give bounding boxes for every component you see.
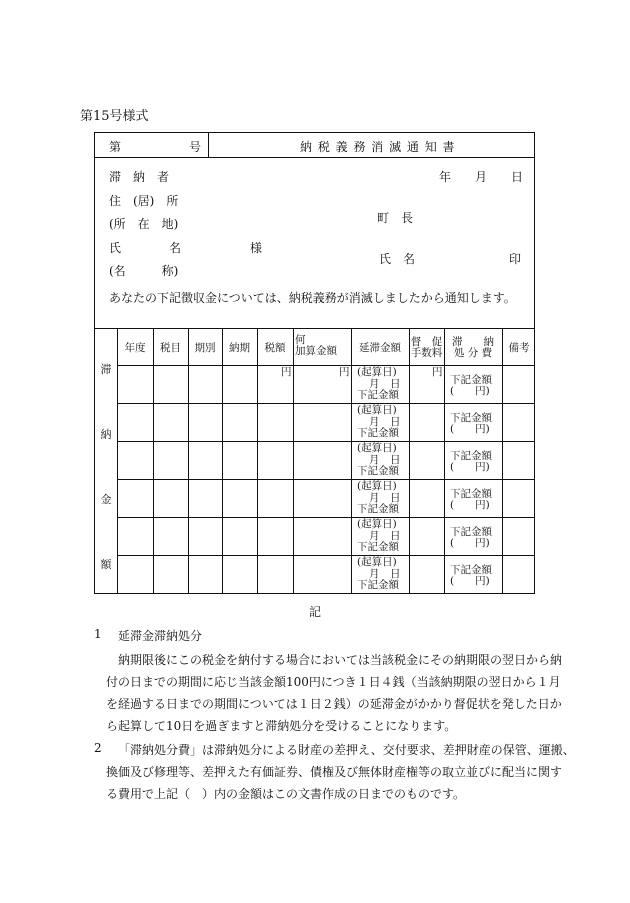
amount-below-label: 下記金額: [357, 389, 399, 401]
amount-below-label: 下記金額: [450, 488, 492, 500]
amount-below-label: 下記金額: [357, 465, 399, 477]
start-date-label: (起算日): [357, 518, 397, 530]
mayor-name-label: 氏 名: [379, 252, 416, 266]
column-header: 延滞金額: [359, 342, 401, 354]
note-line: 「滞納処分費」は滞納処分による財産の差押え、交付要求、差押財産の保管、運搬、: [118, 743, 575, 757]
date-year: 年: [439, 170, 452, 184]
note-number: 2: [94, 741, 102, 755]
start-date-label: (起算日): [357, 480, 397, 492]
column-header: 税額: [264, 342, 286, 354]
column-header: 年度: [124, 342, 146, 354]
seal-mark: 印: [509, 252, 522, 266]
yen-unit: 円: [281, 366, 292, 378]
amount-below-label: 下記金額: [450, 526, 492, 538]
header-number-divider: [208, 133, 209, 157]
note-line: 換価及び修理等、差押えた有価証券、債権及び無体財産権等の取立並びに配当に関す: [106, 765, 563, 779]
amount-below-label: 下記金額: [357, 541, 399, 553]
start-date-label: (起算日): [357, 556, 397, 568]
date-day: 日: [511, 170, 524, 184]
month-day-label: 月 日: [369, 530, 401, 542]
month-day-label: 月 日: [369, 416, 401, 428]
document-title: 納 税 義 務 消 滅 通 知 書: [300, 140, 456, 154]
mayor-label: 町 長: [377, 211, 414, 225]
column-header: 何 加算金額: [295, 334, 337, 357]
date-month: 月: [475, 170, 488, 184]
column-header: 税目: [160, 342, 181, 354]
form-id: 第15号様式: [80, 109, 149, 124]
column-header: 督 促 手数料: [410, 336, 443, 359]
disposal-amount: ( 円): [450, 537, 490, 549]
header-divider: [95, 157, 534, 158]
name-alt-label: (名 称): [109, 264, 179, 278]
amount-below-label: 下記金額: [450, 564, 492, 576]
delinquent-amount-table: [94, 329, 535, 594]
location-label: (所 在 地): [109, 217, 179, 231]
start-date-label: (起算日): [357, 366, 397, 378]
yen-unit: 円: [432, 366, 443, 378]
disposal-amount: ( 円): [450, 461, 490, 473]
side-label-char: 納: [100, 428, 112, 441]
notes-heading: 記: [309, 605, 322, 619]
column-header: 備考: [508, 342, 530, 354]
address-label: 住 (居) 所: [109, 194, 179, 208]
start-date-label: (起算日): [357, 404, 397, 416]
notice-message: あなたの下記徴収金については、納税義務が消滅しましたから通知します。: [109, 291, 516, 305]
column-header: 期別: [194, 342, 216, 354]
amount-below-label: 下記金額: [357, 503, 399, 515]
month-day-label: 月 日: [369, 568, 401, 580]
side-label-char: 金: [100, 493, 112, 506]
month-day-label: 月 日: [369, 378, 401, 390]
disposal-amount: ( 円): [450, 385, 490, 397]
note-line: 付の日までの期間に応じ当該金額100円につき１日４銭（当該納期限の翌日から１月: [106, 675, 561, 689]
amount-below-label: 下記金額: [450, 374, 492, 386]
taxpayer-label: 滞 納 者: [109, 170, 170, 184]
note-line: を経過する日までの期間については１日２銭）の延滞金がかかり督促状を発した日か: [106, 697, 562, 711]
month-day-label: 月 日: [369, 454, 401, 466]
honorific: 様: [250, 241, 263, 255]
disposal-amount: ( 円): [450, 575, 490, 587]
amount-below-label: 下記金額: [357, 579, 399, 591]
note-line: ら起算して10日を過ぎますと滞納処分を受けることになります。: [106, 719, 457, 733]
note-line: る費用で上記（ ）内の金額はこの文書作成の日までのものです。: [106, 787, 466, 801]
disposal-amount: ( 円): [450, 423, 490, 435]
note-line: 納期限後にこの税金を納付する場合においては当該税金にその納期限の翌日から納: [118, 653, 563, 667]
column-header: 納期: [229, 342, 250, 354]
amount-below-label: 下記金額: [357, 427, 399, 439]
disposal-amount: ( 円): [450, 499, 490, 511]
month-day-label: 月 日: [369, 492, 401, 504]
amount-below-label: 下記金額: [450, 412, 492, 424]
column-header: 滞 納 処 分 費: [452, 336, 494, 359]
side-label-char: 滞: [100, 363, 112, 376]
number-prefix: 第: [109, 140, 122, 154]
amount-below-label: 下記金額: [450, 450, 492, 462]
note-number: 1: [94, 627, 102, 641]
start-date-label: (起算日): [357, 442, 397, 454]
note-title: 延滞金滞納処分: [118, 629, 203, 643]
name-label: 氏 名: [109, 241, 182, 255]
notice-header-box: [94, 132, 535, 329]
side-label-char: 額: [100, 558, 112, 571]
number-suffix: 号: [189, 140, 202, 154]
yen-unit: 円: [339, 366, 350, 378]
